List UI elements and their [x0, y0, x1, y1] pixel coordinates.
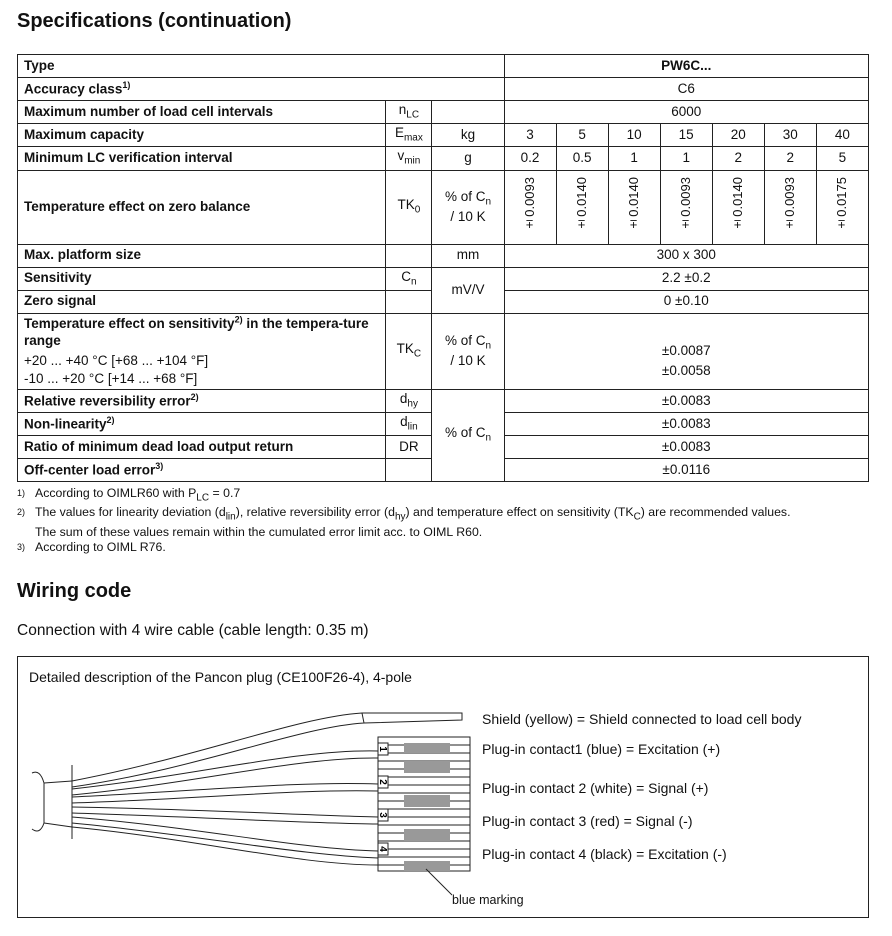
wires	[72, 713, 378, 865]
plug-diagram-box	[17, 656, 869, 918]
cable-end	[32, 772, 44, 831]
platform-row	[18, 244, 869, 267]
dead-load-value: ±0.0083	[504, 436, 868, 459]
vmin-cell: 2	[764, 147, 816, 170]
intervals-label: Maximum number of load cell intervals	[18, 101, 386, 124]
sensitivity-symbol: $C_n$	[386, 267, 432, 290]
sensitivity-label: Sensitivity	[18, 267, 386, 290]
tk0-cell: ±0.0175	[816, 170, 868, 244]
intervals-value: 6000	[504, 101, 868, 124]
tkc-values: ±0.0087 ±0.0058	[504, 313, 868, 389]
vmin-cell: 1	[660, 147, 712, 170]
off-center-value: ±0.0116	[504, 459, 868, 482]
connection-text: Connection with 4 wire cable (cable length: 0.35 m)	[17, 622, 369, 639]
marking-pointer	[426, 869, 452, 895]
reversibility-symbol: $d_{hy}$	[386, 389, 432, 412]
platform-label: Max. platform size	[18, 244, 386, 267]
footnote-1: 1) According to OIMLR60 with $P_{LC} = 0.7$	[17, 486, 241, 504]
vmin-cell: 1	[608, 147, 660, 170]
pin-number: 3	[377, 812, 388, 818]
intervals-symbol: $n_{LC}$	[386, 101, 432, 124]
dead-load-symbol: DR	[386, 436, 432, 459]
footnote-2: 2) The values for linearity deviation $(d_{lin})$, relative reversibility error $(d_{hy})$ and temperature effect on sensitivity $(TK_C)$ are recommended values. The sum of these values remain within the cumulated error limit acc. to OIML R60.	[17, 505, 791, 539]
accuracy-row	[18, 78, 869, 101]
type-label: Type	[18, 55, 505, 78]
pin-number: 1	[377, 746, 388, 752]
off-center-label: Off-center load error$^{3)}$	[18, 459, 386, 482]
plug-wiring-diagram	[18, 657, 868, 917]
platform-value: 300 x 300	[504, 244, 868, 267]
dead-load-label: Ratio of minimum dead load output return	[18, 436, 386, 459]
tk0-cell: ±0.0093	[764, 170, 816, 244]
accuracy-label: Accuracy class$^{1)}$	[18, 78, 505, 101]
linearity-label: Non-linearity$^{2)}$	[18, 413, 386, 436]
shield-wire	[362, 713, 462, 723]
sensitivity-value: 2.2 ±0.2	[504, 267, 868, 290]
vmin-symbol: $v_{min}$	[386, 147, 432, 170]
blue-marking-label: blue marking	[452, 893, 524, 907]
pin-label-contact-4: Plug-in contact 4 (black) = Excitation (-)	[482, 846, 727, 862]
sensitivity-unit: mV/V	[432, 267, 504, 313]
tk0-cell: ±0.0140	[556, 170, 608, 244]
capacity-symbol: $E_{max}$	[386, 124, 432, 147]
footnotes	[17, 486, 877, 555]
footnote-3: 3) According to OIML R76.	[17, 539, 166, 554]
tk0-cell: ±0.0140	[608, 170, 660, 244]
capacity-cell: 30	[764, 124, 816, 147]
capacity-label: Maximum capacity	[18, 124, 386, 147]
capacity-cell: 10	[608, 124, 660, 147]
vmin-cell: 0.5	[556, 147, 608, 170]
capacity-cell: 5	[556, 124, 608, 147]
reversibility-label: Relative reversibility error$^{2)}$	[18, 389, 386, 412]
error-unit: % of $C_n$	[432, 389, 504, 481]
pin-number: 4	[377, 846, 388, 852]
tk0-cell: ±0.0140	[712, 170, 764, 244]
vmin-unit: g	[432, 147, 504, 170]
reversibility-value: ±0.0083	[504, 389, 868, 412]
pin-label-contact-2: Plug-in contact 2 (white) = Signal (+)	[482, 780, 709, 796]
pin-label-shield: Shield (yellow) = Shield connected to load cell body	[482, 711, 802, 727]
vmin-row	[18, 147, 869, 170]
sensitivity-row	[18, 267, 869, 290]
capacity-cell: 40	[816, 124, 868, 147]
linearity-value: ±0.0083	[504, 413, 868, 436]
pin-label-contact-3: Plug-in contact 3 (red) = Signal (-)	[482, 813, 693, 829]
page-title: Specifications (continuation)	[17, 10, 292, 32]
pin-number: 2	[377, 779, 388, 785]
zero-value: 0 ±0.10	[504, 290, 868, 313]
tk0-label: Temperature effect on zero balance	[18, 170, 386, 244]
vmin-cell: 0.2	[504, 147, 556, 170]
wiring-title: Wiring code	[17, 580, 132, 602]
tkc-row	[18, 313, 869, 389]
tkc-symbol: $TK_C$	[386, 313, 432, 389]
tkc-unit: % of $C_n$ / 10 K	[432, 313, 504, 389]
capacity-row	[18, 124, 869, 147]
linearity-symbol: $d_{lin}$	[386, 413, 432, 436]
specifications-table	[17, 54, 869, 482]
tkc-label: Temperature effect on sensitivity$^{2)}$ in the tempera-ture range +20 ... +40 °C [+68 ... +104 °F] -10 ... +20 °C [+14 ... +68 °F]	[18, 313, 386, 389]
accuracy-value: C6	[504, 78, 868, 101]
capacity-cell: 15	[660, 124, 712, 147]
vmin-cell: 5	[816, 147, 868, 170]
capacity-unit: kg	[432, 124, 504, 147]
tk0-unit: % of $C_n$ / 10 K	[432, 170, 504, 244]
zero-label: Zero signal	[18, 290, 386, 313]
tk0-row	[18, 170, 869, 244]
type-value: PW6C...	[504, 55, 868, 78]
vmin-cell: 2	[712, 147, 764, 170]
tk0-symbol: $TK_0$	[386, 170, 432, 244]
capacity-cell: 3	[504, 124, 556, 147]
vmin-label: Minimum LC verification interval	[18, 147, 386, 170]
platform-unit: mm	[432, 244, 504, 267]
intervals-row	[18, 101, 869, 124]
plug-title: Detailed description of the Pancon plug (CE100F26-4), 4-pole	[29, 669, 412, 685]
tk0-cell: ±0.0093	[504, 170, 556, 244]
reversibility-row	[18, 389, 869, 412]
pin-label-contact-1: Plug-in contact1 (blue) = Excitation (+)	[482, 741, 721, 757]
capacity-cell: 20	[712, 124, 764, 147]
type-row	[18, 55, 869, 78]
tk0-cell: ±0.0093	[660, 170, 712, 244]
